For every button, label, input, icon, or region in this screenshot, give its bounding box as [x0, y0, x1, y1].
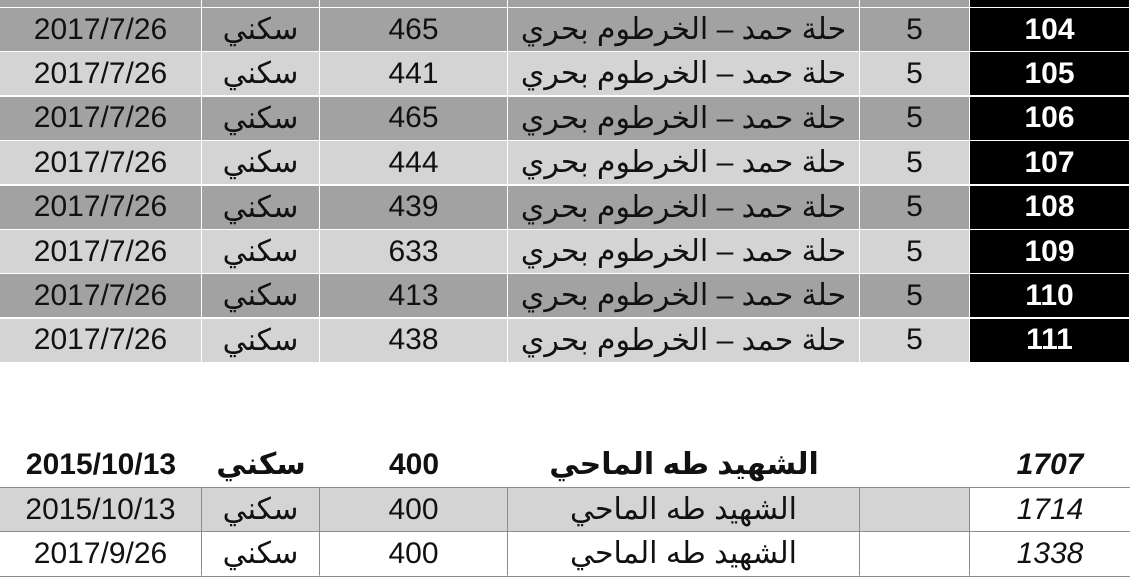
area-cell: 633 [320, 230, 508, 274]
area-cell: 400 [320, 488, 508, 532]
id-cell: 110 [970, 274, 1130, 318]
date-cell: 2017/7/26 [0, 52, 202, 96]
id-cell: 111 [970, 319, 1130, 363]
date-cell: 2017/7/26 [0, 230, 202, 274]
table-row [0, 8, 1130, 52]
type-cell: سكني [202, 443, 320, 487]
area-cell: 441 [320, 52, 508, 96]
area-cell: 413 [320, 274, 508, 318]
area-cell: 439 [320, 186, 508, 230]
plots-cell [860, 0, 970, 8]
date-cell: 2017/7/26 [0, 186, 202, 230]
type-cell: سكني [202, 186, 320, 230]
id-cell: 107 [970, 141, 1130, 185]
location-cell: الشهيد طه الماحي [508, 532, 860, 576]
plots-cell: 5 [860, 230, 970, 274]
table-row [0, 274, 1130, 318]
location-cell: حلة حمد – الخرطوم بحري [508, 186, 860, 230]
id-cell: 104 [970, 8, 1130, 52]
table-row [0, 52, 1130, 96]
date-cell: 2017/7/26 [0, 274, 202, 318]
blank-cell [860, 488, 970, 532]
type-cell [202, 0, 320, 8]
id-cell: 109 [970, 230, 1130, 274]
plots-cell: 5 [860, 319, 970, 363]
id-cell [970, 0, 1130, 8]
table-row [0, 141, 1130, 185]
blank-cell [860, 532, 970, 576]
plots-cell: 5 [860, 52, 970, 96]
location-cell: الشهيد طه الماحي [508, 488, 860, 532]
id-cell: 1714 [970, 488, 1130, 532]
type-cell: سكني [202, 8, 320, 52]
type-cell: سكني [202, 230, 320, 274]
id-cell: 1707 [970, 443, 1130, 487]
table-row [0, 487, 1130, 533]
plots-cell: 5 [860, 97, 970, 141]
area-cell: 444 [320, 141, 508, 185]
plots-cell: 5 [860, 274, 970, 318]
type-cell: سكني [202, 274, 320, 318]
table-row [0, 186, 1130, 230]
location-cell: حلة حمد – الخرطوم بحري [508, 52, 860, 96]
table-row [0, 319, 1130, 363]
date-cell: 2017/9/26 [0, 532, 202, 576]
table-row [0, 443, 1130, 487]
date-cell: 2017/7/26 [0, 319, 202, 363]
location-cell: حلة حمد – الخرطوم بحري [508, 274, 860, 318]
type-cell: سكني [202, 141, 320, 185]
location-cell: الشهيد طه الماحي [508, 443, 860, 487]
area-cell: 465 [320, 8, 508, 52]
date-cell: 2017/7/26 [0, 97, 202, 141]
location-cell: حلة حمد – الخرطوم بحري [508, 8, 860, 52]
date-cell: 2015/10/13 [0, 488, 202, 532]
location-cell: حلة حمد – الخرطوم بحري [508, 319, 860, 363]
plots-cell: 5 [860, 141, 970, 185]
location-cell [508, 0, 860, 8]
type-cell: سكني [202, 532, 320, 576]
area-cell: 438 [320, 319, 508, 363]
plots-cell: 5 [860, 186, 970, 230]
id-cell: 106 [970, 97, 1130, 141]
date-cell: 2017/7/26 [0, 141, 202, 185]
table-row-partial [0, 0, 1130, 8]
id-cell: 105 [970, 52, 1130, 96]
area-cell: 465 [320, 97, 508, 141]
blank-cell [860, 443, 970, 487]
area-cell: 400 [320, 532, 508, 576]
type-cell: سكني [202, 319, 320, 363]
location-cell: حلة حمد – الخرطوم بحري [508, 230, 860, 274]
table-row [0, 230, 1130, 274]
table-row [0, 531, 1130, 577]
date-cell [0, 0, 202, 8]
type-cell: سكني [202, 97, 320, 141]
date-cell: 2015/10/13 [0, 443, 202, 487]
id-cell: 1338 [970, 532, 1130, 576]
location-cell: حلة حمد – الخرطوم بحري [508, 97, 860, 141]
location-cell: حلة حمد – الخرطوم بحري [508, 141, 860, 185]
date-cell: 2017/7/26 [0, 8, 202, 52]
plots-cell: 5 [860, 8, 970, 52]
area-cell: 400 [320, 443, 508, 487]
table-row [0, 97, 1130, 141]
type-cell: سكني [202, 52, 320, 96]
type-cell: سكني [202, 488, 320, 532]
id-cell: 108 [970, 186, 1130, 230]
area-cell [320, 0, 508, 8]
